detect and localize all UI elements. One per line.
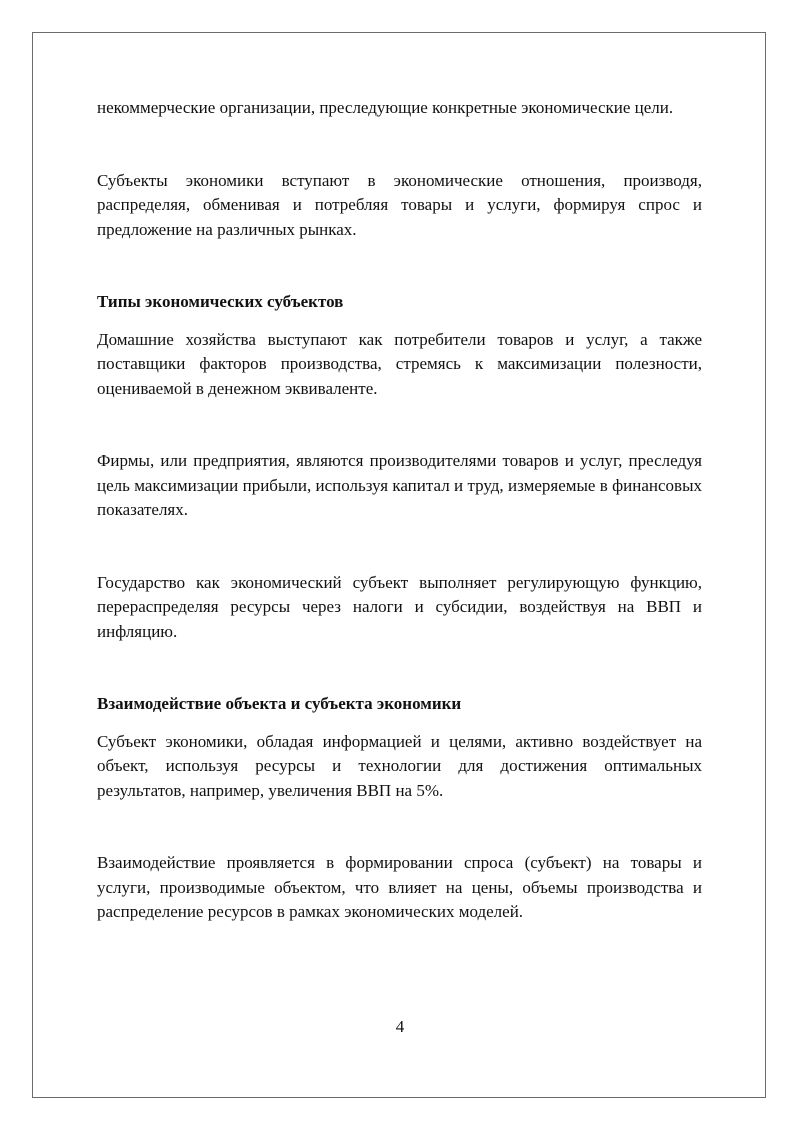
page-number: 4 [395,1017,405,1036]
section-heading-types: Типы экономических субъектов [97,292,344,311]
paragraph-firms: Фирмы, или предприятия, являются производителями товаров и услуг, преследуя цель максимизации прибыли, используя капитал и труд, измеряемые в финансовых показателях. [97,451,702,519]
paragraph-intro-continuation: некоммерческие организации, преследующие конкретные экономические цели. [97,98,674,117]
paragraph-interaction-demand: Взаимодействие проявляется в формировании спроса (субъект) на товары и услуги, производимые объектом, что влияет на цены, объемы производства и распределение ресурсов в рамках экономических моделей. [97,853,702,921]
paragraph-state: Государство как экономический субъект выполняет регулирующую функцию, перераспределяя ресурсы через налоги и субсидии, воздействуя на ВВП и инфляцию. [97,572,702,641]
paragraph-households: Домашние хозяйства выступают как потребители товаров и услуг, а также поставщики факторов производства, стремясь к максимизации полезности, оцениваемой в денежном эквиваленте. [97,329,702,398]
paragraph-subject-impact: Субъект экономики, обладая информацией и целями, активно воздействует на объект, используя ресурсы и технологии для достижения оптимальных результатов, например, увеличения ВВП на 5%. [97,731,702,800]
section-heading-interaction: Взаимодействие объекта и субъекта экономики [97,694,462,713]
document-body [97,96,702,925]
paragraph-subjects-relations: Субъекты экономики вступают в экономические отношения, производя, распределяя, обменивая и потребляя товары и услуги, формируя спрос и предложение на различных рынках. [97,170,702,239]
